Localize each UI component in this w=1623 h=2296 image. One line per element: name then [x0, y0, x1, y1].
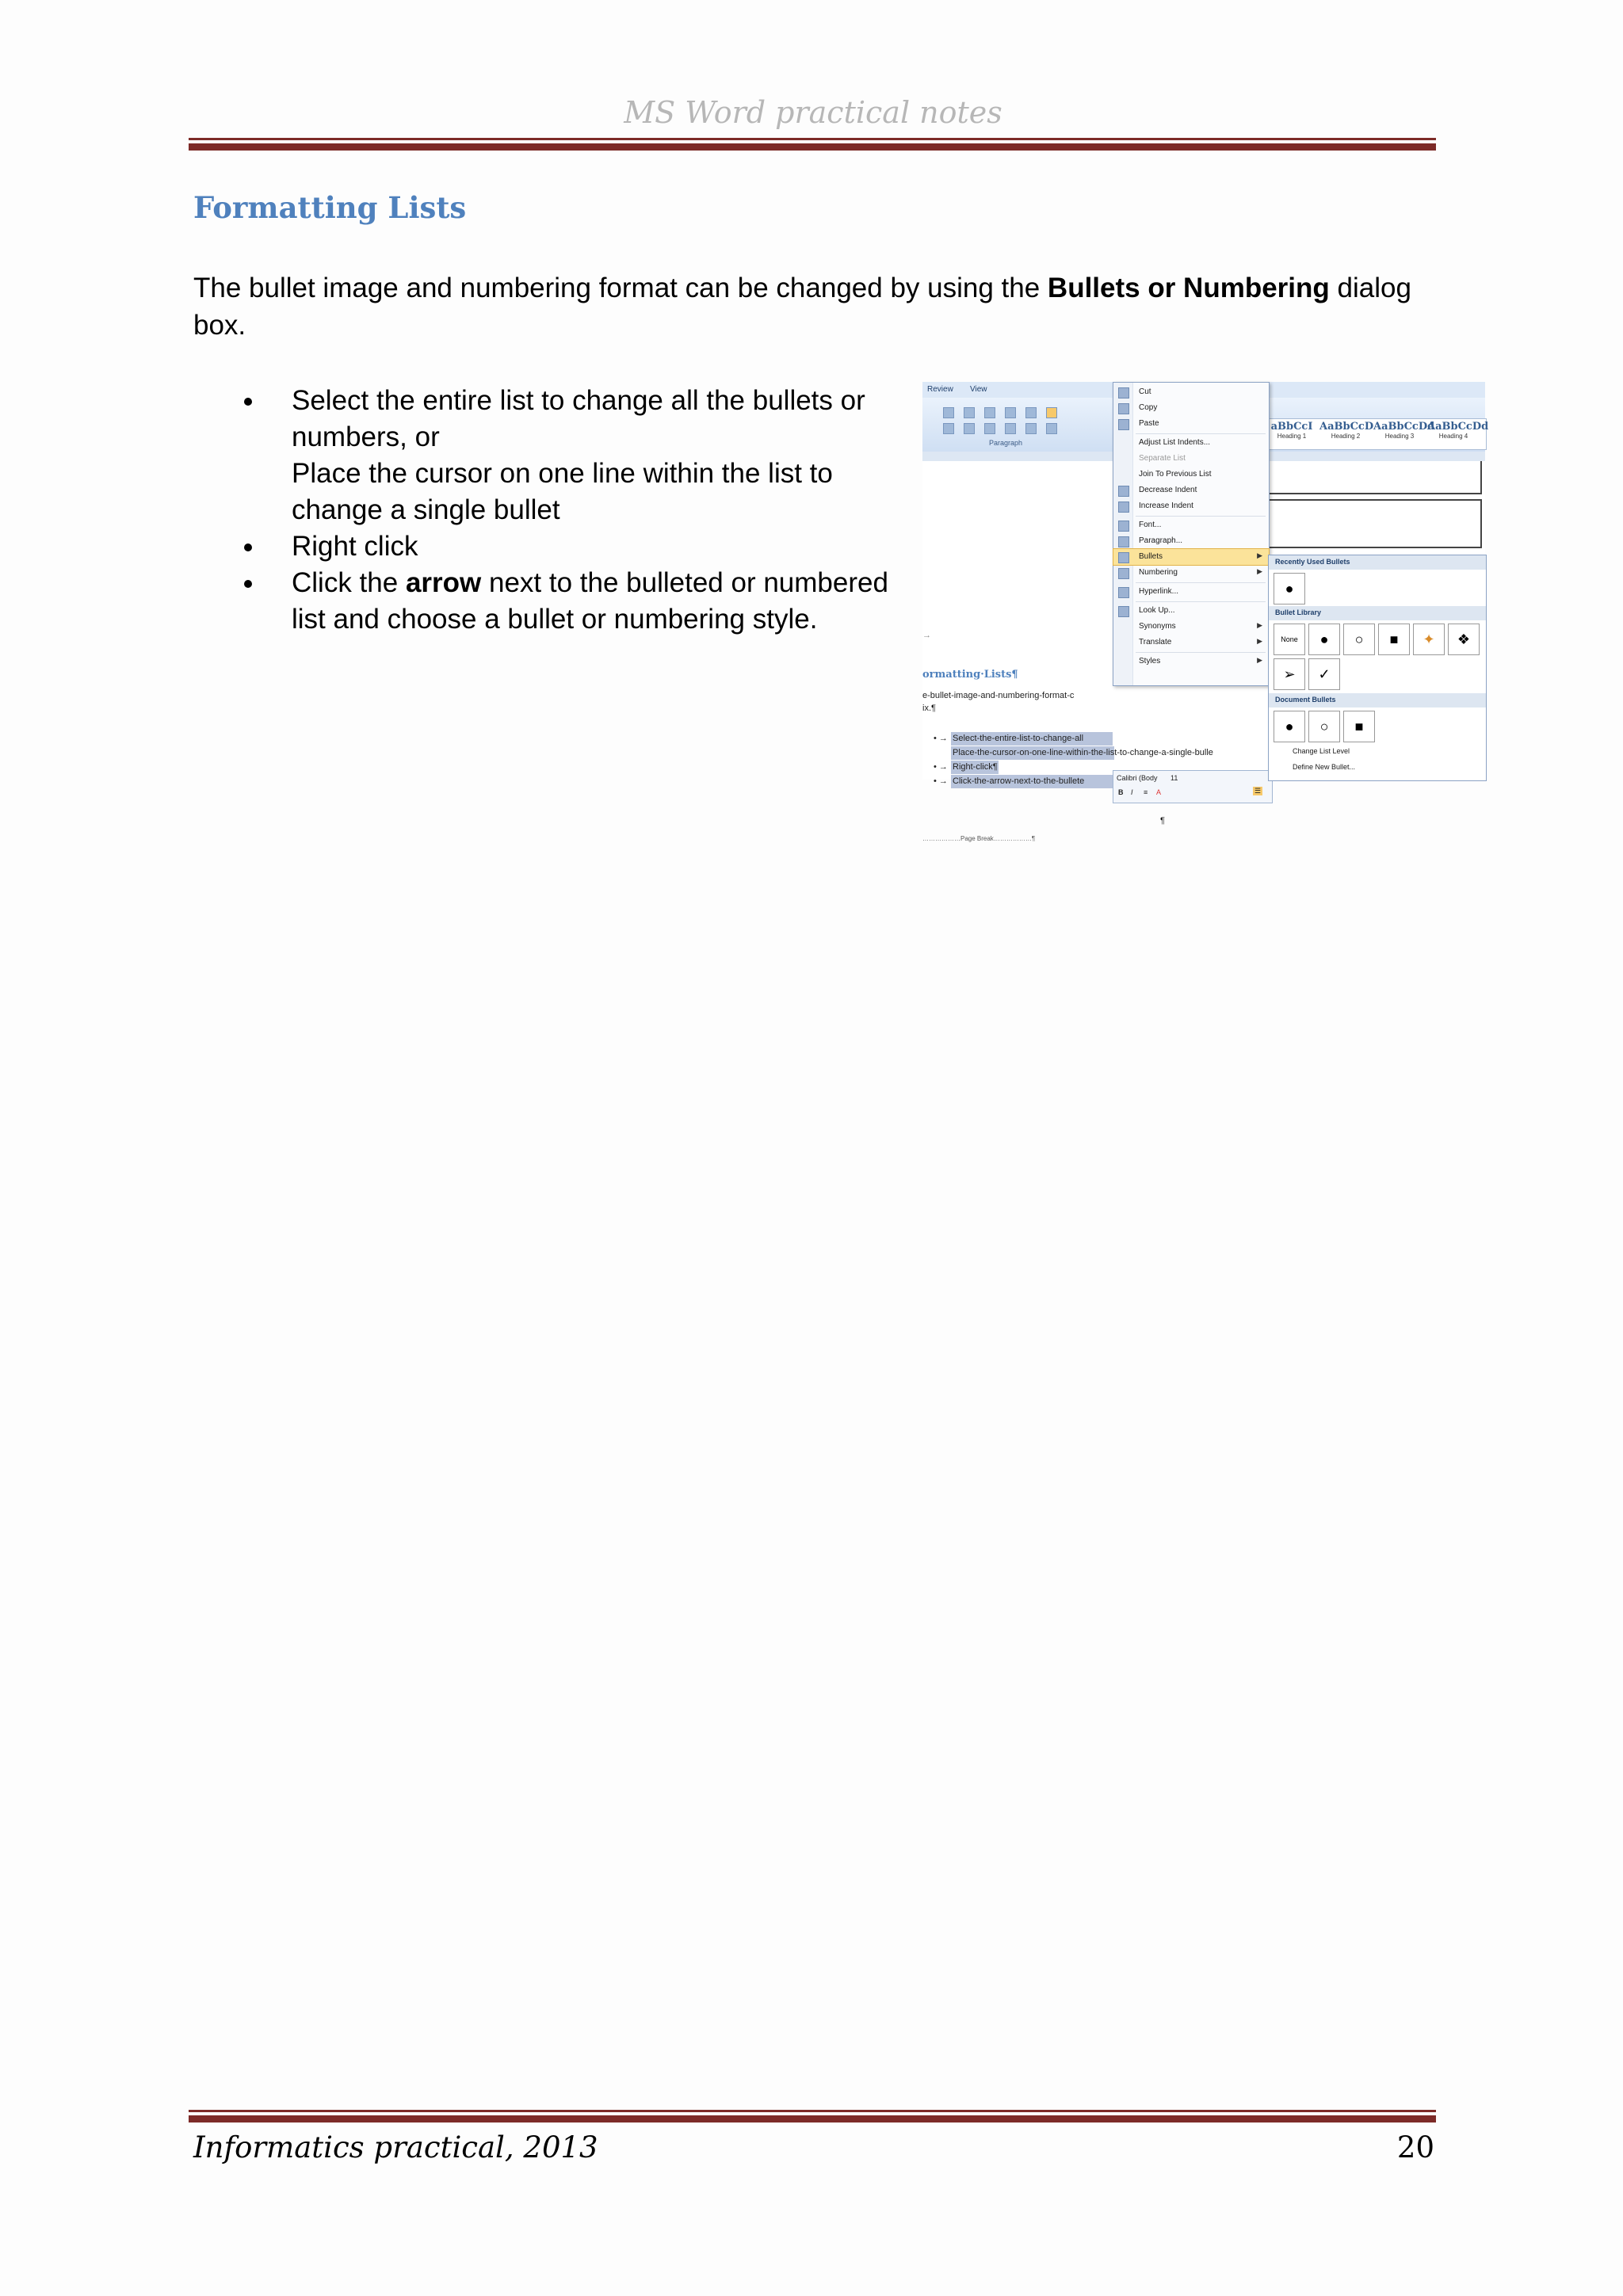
italic-icon[interactable]: I [1131, 788, 1133, 796]
numbering-icon [1118, 568, 1129, 579]
submenu-arrow-icon: ▶ [1257, 656, 1262, 664]
bullet-option-disc[interactable]: ● [1274, 711, 1305, 742]
step-text: Right click [292, 531, 418, 562]
menu-item-paste[interactable]: Paste [1113, 416, 1269, 432]
line-spacing-icon[interactable] [1025, 423, 1037, 434]
bold-icon[interactable]: B [1118, 788, 1124, 796]
bullet-option-disc[interactable]: ● [1274, 573, 1305, 605]
change-list-level-link[interactable]: Change List Level [1293, 747, 1350, 755]
menu-item-synonyms[interactable]: Synonyms ▶ [1139, 621, 1262, 631]
style-heading-2[interactable]: AaBbCcD Heading 2 [1319, 421, 1374, 440]
paragraph-icon [1118, 536, 1129, 547]
menu-item-numbering[interactable]: Numbering ▶ [1113, 565, 1269, 581]
bullet-icon: • → [934, 734, 948, 743]
footer-title: Informatics practical, 2013 [193, 2130, 598, 2164]
submenu-arrow-icon: ▶ [1257, 551, 1262, 559]
shading-icon[interactable] [1046, 423, 1057, 434]
page-break-line: ………………Page Break………………¶ [922, 835, 1036, 842]
page-number: 20 [1396, 2130, 1434, 2164]
style-heading-3[interactable]: AaBbCcDd Heading 3 [1373, 421, 1435, 440]
bullet-option-circle[interactable]: ○ [1308, 711, 1340, 742]
bullet-icon [244, 543, 252, 551]
paste-icon [1118, 419, 1129, 430]
menu-item-translate[interactable]: Translate ▶ [1139, 637, 1262, 646]
multilevel-tool-icon[interactable] [984, 407, 995, 418]
bullets-tool-icon[interactable] [943, 407, 954, 418]
menu-item-copy[interactable]: Copy [1113, 400, 1269, 416]
bullet-option-arrow[interactable]: ➢ [1274, 658, 1305, 690]
define-new-bullet-link[interactable]: Define New Bullet... [1293, 763, 1356, 771]
bullet-option-square[interactable]: ■ [1378, 624, 1410, 655]
doc-list-item: Right-click¶ [953, 762, 998, 772]
align-center-icon[interactable] [964, 423, 975, 434]
menu-item-decrease-indent[interactable]: Decrease Indent [1113, 482, 1269, 498]
doc-list-item: Click-the-arrow-next-to-the-bullete [953, 776, 1085, 786]
cut-icon [1118, 387, 1129, 399]
bullet-option-star[interactable]: ✦ [1413, 624, 1445, 655]
list-item [193, 565, 907, 638]
recent-bullets-header: Recently Used Bullets [1269, 555, 1486, 570]
style-heading-4[interactable]: AaBbCcDd Heading 4 [1427, 421, 1489, 440]
word-screenshot [922, 382, 1489, 842]
submenu-arrow-icon: ▶ [1257, 637, 1262, 645]
section-title: Formatting Lists [193, 190, 467, 225]
list-item [193, 528, 907, 565]
bullet-option-disc[interactable]: ● [1308, 624, 1340, 655]
menu-item-paragraph[interactable]: Paragraph... [1113, 533, 1269, 549]
doc-heading: ormatting·Lists¶ [922, 669, 1018, 681]
bullet-option-circle[interactable]: ○ [1343, 624, 1375, 655]
center-icon[interactable]: ≡ [1144, 788, 1148, 796]
font-color-icon[interactable]: A [1156, 788, 1162, 796]
step-text-alt: Place the cursor on one line within the list to change a single bullet [292, 458, 833, 525]
hyperlink-icon [1118, 587, 1129, 598]
menu-item-join-list[interactable]: Join To Previous List [1139, 470, 1212, 479]
doc-list-item: Place-the-cursor-on-one-line-within-the-list-to-change-a-single-bulle [953, 748, 1213, 757]
bullets-submenu [1268, 555, 1487, 781]
copy-icon [1118, 403, 1129, 414]
step-text: Select the entire list to change all the bullets or numbers, or [292, 385, 865, 452]
header-rule [189, 138, 1436, 151]
style-heading-1[interactable]: aBbCcI Heading 1 [1270, 421, 1313, 440]
doc-line: ix.¶ [922, 704, 936, 713]
font-name-box[interactable]: Calibri (Body [1117, 774, 1158, 782]
menu-item-look-up[interactable]: Look Up... [1113, 603, 1269, 619]
justify-icon[interactable] [1005, 423, 1016, 434]
doc-list-item: Select-the-entire-list-to-change-all [953, 734, 1084, 743]
bullet-option-check[interactable]: ✓ [1308, 658, 1340, 690]
submenu-arrow-icon: ▶ [1257, 621, 1262, 629]
running-header: MS Word practical notes [624, 95, 1002, 130]
list-item [193, 383, 907, 528]
align-left-icon[interactable] [943, 423, 954, 434]
increase-indent-icon [1118, 502, 1129, 513]
intro-text: The bullet image and numbering format can be changed by using the [193, 273, 1048, 303]
steps-list [193, 383, 907, 638]
menu-item-bullets[interactable]: Bullets ▶ [1113, 549, 1269, 565]
bullet-library-header: Bullet Library [1269, 606, 1486, 620]
step-text: Click the [292, 567, 406, 598]
styles-gallery[interactable] [1263, 418, 1487, 450]
menu-item-styles[interactable]: Styles ▶ [1139, 656, 1262, 666]
context-menu [1113, 382, 1270, 686]
intro-paragraph [193, 269, 1430, 344]
bullet-option-square[interactable]: ■ [1343, 711, 1375, 742]
font-icon [1118, 521, 1129, 532]
bullet-icon: • → [934, 776, 948, 786]
text-box [1255, 461, 1482, 494]
bullet-option-diamond[interactable]: ❖ [1448, 624, 1480, 655]
font-size-box[interactable]: 11 [1170, 774, 1178, 782]
bullet-icon [244, 580, 252, 588]
decrease-indent-icon [1118, 486, 1129, 497]
align-right-icon[interactable] [984, 423, 995, 434]
menu-item-separate-list[interactable]: Separate List [1139, 454, 1186, 463]
tab-arrow: → [922, 631, 931, 640]
menu-item-hyperlink[interactable]: Hyperlink... [1113, 584, 1269, 600]
menu-item-cut[interactable]: Cut [1113, 384, 1269, 400]
menu-item-increase-indent[interactable]: Increase Indent [1113, 498, 1269, 514]
bullet-icon: • → [934, 762, 948, 772]
document-bullets-header: Document Bullets [1269, 693, 1486, 707]
bullet-icon [244, 398, 252, 406]
page-break-label: Page Break [960, 835, 994, 842]
look-up-icon [1118, 606, 1129, 617]
mini-toolbar [1113, 770, 1273, 803]
show-marks-icon[interactable] [1046, 407, 1057, 418]
text-box [1255, 499, 1482, 548]
paragraph-group-label: Paragraph [989, 439, 1023, 447]
intro-bold: Bullets or Numbering [1047, 273, 1330, 303]
bullet-option-none[interactable]: None [1274, 624, 1305, 655]
sort-tool-icon[interactable] [1025, 407, 1037, 418]
intro-text-end: dialog box. [193, 273, 1411, 341]
step-text-end: next to the bulleted or numbered list and choose a bullet or numbering style. [292, 567, 888, 635]
numbering-tool-icon[interactable] [964, 407, 975, 418]
submenu-arrow-icon: ▶ [1257, 567, 1262, 575]
menu-item-adjust-indents[interactable]: Adjust List Indents... [1139, 438, 1211, 447]
bullets-button-icon[interactable]: ☰ [1254, 787, 1262, 795]
step-bold: arrow [405, 567, 482, 598]
tab-review[interactable]: Review [927, 385, 953, 394]
tab-view[interactable]: View [970, 385, 987, 394]
bullets-icon [1118, 552, 1129, 563]
indent-tool-icon[interactable] [1005, 407, 1016, 418]
menu-item-font[interactable]: Font... [1113, 517, 1269, 533]
footer-rule [189, 2110, 1436, 2122]
pilcrow: ¶ [1160, 816, 1165, 826]
doc-line: e-bullet-image-and-numbering-format-c [922, 691, 1075, 700]
